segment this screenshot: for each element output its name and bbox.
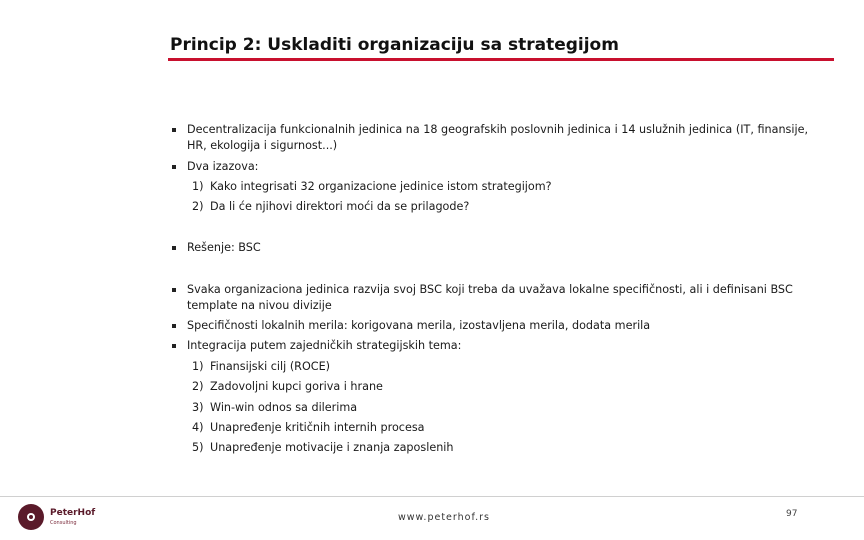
bullet-square-icon — [172, 165, 176, 169]
bullet-square-icon — [172, 324, 176, 328]
sub-item-text: Win-win odnos sa dilerima — [210, 401, 358, 414]
footer-url[interactable]: www.peterhof.rs — [398, 512, 491, 523]
sub-item-text: Da li će njihovi direktori moći da se prilagode? — [210, 200, 470, 213]
sub-item — [192, 420, 812, 436]
slide-title: Princip 2: Uskladiti organizaciju sa strategijom — [170, 35, 619, 55]
sub-item-text: Zadovoljni kupci goriva i hrane — [210, 380, 383, 393]
bullet-square-icon — [172, 128, 176, 132]
sub-item — [192, 400, 812, 416]
page-number: 97 — [786, 509, 798, 519]
bullet-item — [170, 122, 830, 154]
bullet-item — [170, 318, 830, 334]
sub-item-text: Unapređenje kritičnih internih procesa — [210, 421, 425, 434]
sub-item-number: 5) — [192, 441, 204, 454]
sub-item — [192, 379, 812, 395]
bullet-item — [170, 282, 830, 314]
sub-item — [192, 199, 812, 215]
sub-item-text: Kako integrisati 32 organizacione jedinice istom strategijom? — [210, 180, 552, 193]
bullet-text: Decentralizacija funkcionalnih jedinica na 18 geografskih poslovnih jedinica i 14 uslužnih jedinica (IT, finansije, HR, ekologija i sigurnost...) — [187, 123, 809, 152]
sub-item-number: 3) — [192, 401, 204, 414]
bullet-square-icon — [172, 344, 176, 348]
logo-tagline: Consulting — [50, 520, 77, 526]
sub-item — [192, 179, 812, 195]
sub-item-text: Finansijski cilj (ROCE) — [210, 360, 331, 373]
sub-item-number: 1) — [192, 360, 204, 373]
logo-wordmark: PeterHof — [50, 508, 96, 518]
sub-item — [192, 359, 812, 375]
bullet-text: Svaka organizaciona jedinica razvija svoj BSC koji treba da uvažava lokalne specifičnosti, ali i definisani BSC template na nivou divizije — [187, 283, 793, 312]
bullet-text: Specifičnosti lokalnih merila: korigovana merila, izostavljena merila, dodata merila — [187, 319, 651, 332]
bullet-text: Rešenje: BSC — [187, 241, 261, 254]
sub-item-number: 2) — [192, 200, 204, 213]
title-underline — [168, 58, 834, 61]
bullet-text: Dva izazova: — [187, 160, 259, 173]
bullet-item — [170, 159, 830, 175]
sub-item-number: 2) — [192, 380, 204, 393]
bullet-item — [170, 240, 830, 256]
sub-item-number: 1) — [192, 180, 204, 193]
footer-divider — [0, 496, 864, 497]
sub-item-number: 4) — [192, 421, 204, 434]
sub-item-text: Unapređenje motivacije i znanja zaposlenih — [210, 441, 454, 454]
bullet-text: Integracija putem zajedničkih strategijskih tema: — [187, 339, 462, 352]
bullet-item — [170, 338, 830, 354]
sub-item — [192, 440, 812, 456]
bullet-square-icon — [172, 246, 176, 250]
bullet-square-icon — [172, 288, 176, 292]
